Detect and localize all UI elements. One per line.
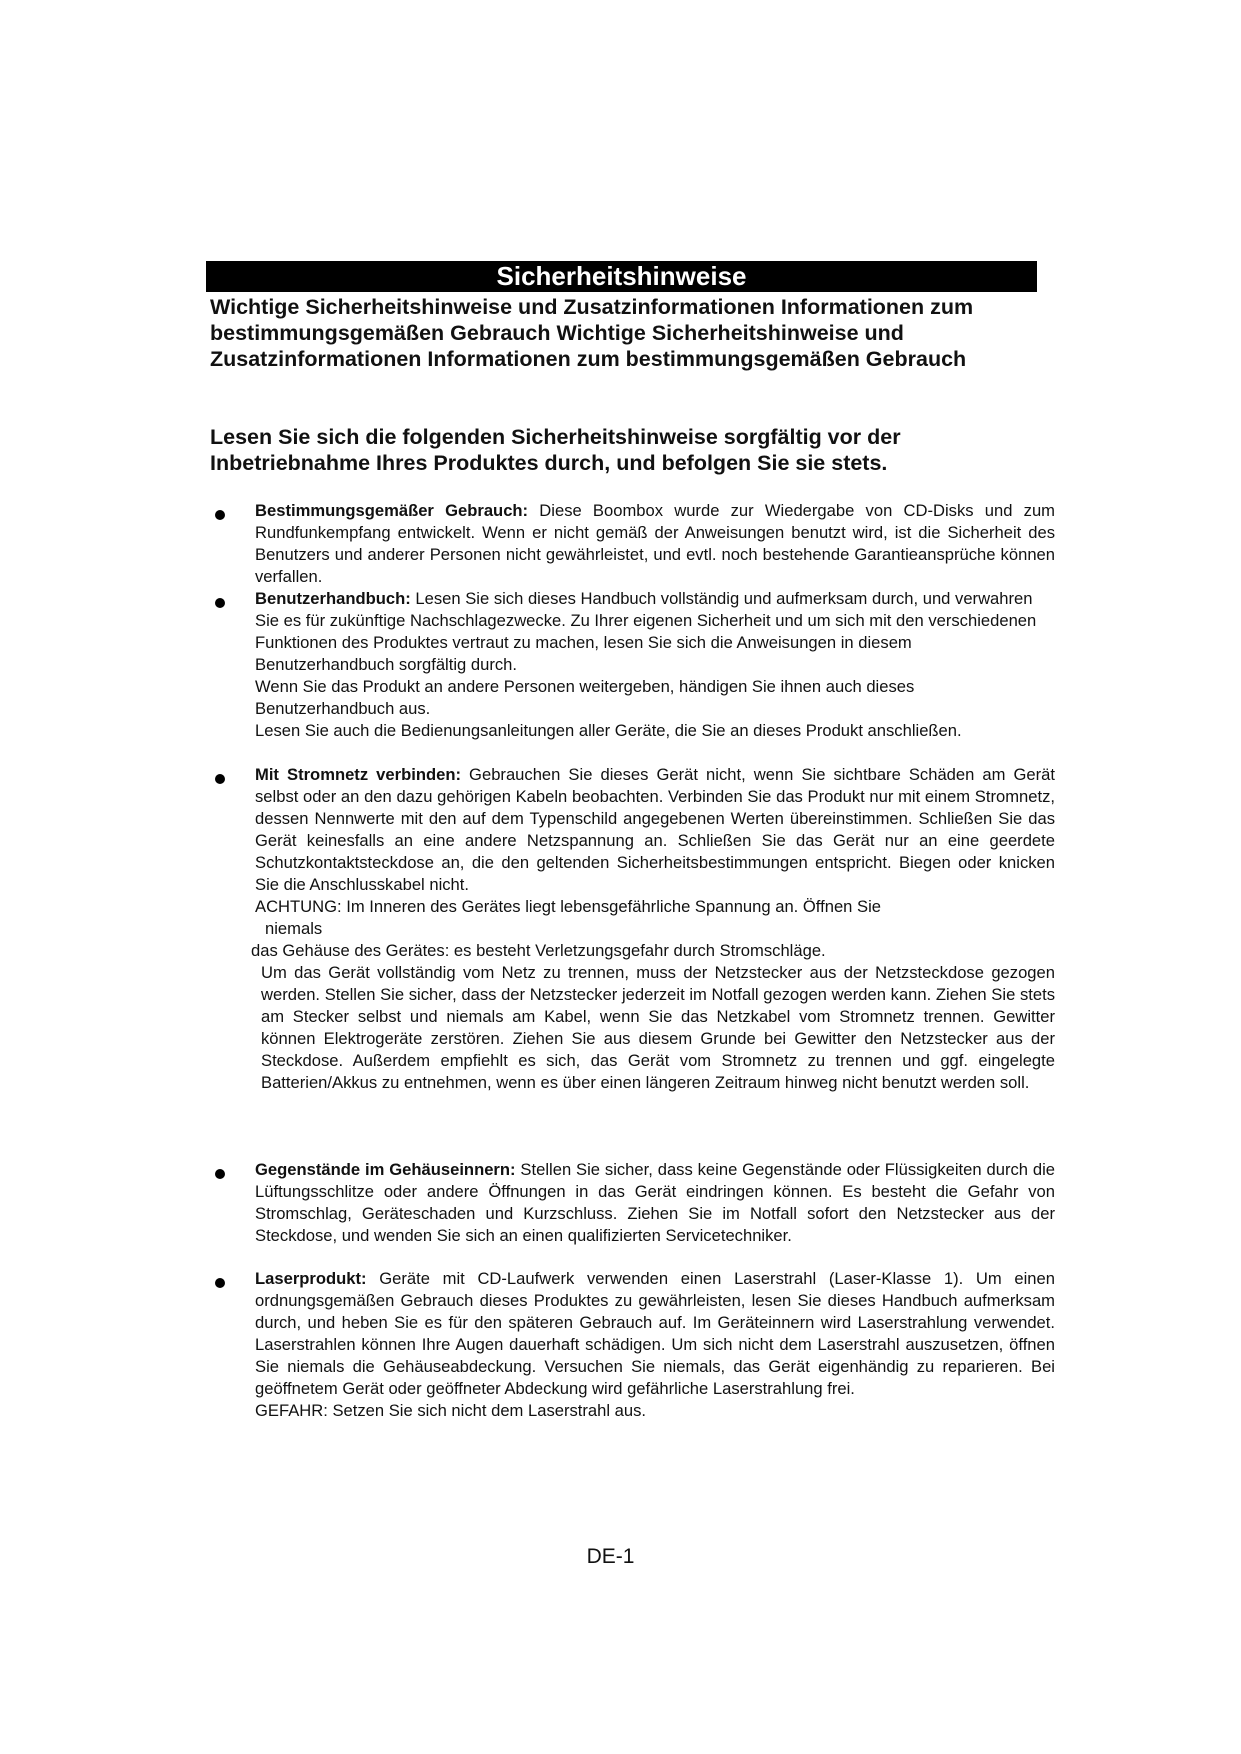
bullet-icon <box>215 510 225 520</box>
warning-text: ACHTUNG: Im Inneren des Gerätes liegt lebensgefährliche Spannung an. Öffnen Sie <box>255 897 882 916</box>
item-lead: Benutzerhandbuch: <box>255 589 411 608</box>
list-item-power-connection <box>251 764 1056 1094</box>
item-paragraph: Lesen Sie auch die Bedienungsanleitungen aller Geräte, die Sie an dieses Produkt anschließen. <box>255 721 962 740</box>
page-number: DE-1 <box>586 1545 635 1568</box>
item-lead: Laserprodukt: <box>255 1269 367 1288</box>
danger-text: GEFAHR: Setzen Sie sich nicht dem Laserstrahl aus. <box>255 1401 647 1420</box>
item-text: Gebrauchen Sie dieses Gerät nicht, wenn Sie sichtbare Schäden am Gerät selbst oder an den dazu gehörigen Kabeln beobachten. Verbinden Sie das Produkt nur mit einem Stromnetz, dessen Nennwerte mit den auf dem Typenschild angegebenen Werten übereinstimmen. Schließen Sie das Gerät keinesfalls an eine andere Netzspannung an. Schließen Sie das Gerät nur an eine geerdete Schutzkontaktsteckdose an, die den geltenden Sicherheitsbestimmungen entspricht. Biegen oder knicken Sie die Anschlusskabel nicht. <box>255 765 1056 894</box>
list-item-laser-product <box>255 1268 1055 1422</box>
section-title-bar <box>206 261 1037 292</box>
item-lead: Bestimmungsgemäßer Gebrauch: <box>255 501 529 520</box>
intro-heading: Wichtige Sicherheitshinweise und Zusatzinformationen Informationen zum bestimmungsgemäßen Gebrauch Wichtige Sicherheitshinweise und Zusatzinformationen Informationen zum bestimmungsgemäßen Gebrauch <box>210 295 974 371</box>
bullet-icon <box>215 774 225 784</box>
item-text: Stellen Sie sicher, dass keine Gegenstände oder Flüssigkeiten durch die Lüftungsschlitze oder andere Öffnungen in das Gerät eindringen können. Es besteht die Gefahr von Stromschlag, Geräteschaden und Kurzschluss. Ziehen Sie im Notfall sofort den Netzstecker aus der Steckdose, und wenden Sie sich an einen qualifizierten Servicetechniker. <box>255 1160 1056 1245</box>
item-paragraph: Wenn Sie das Produkt an andere Personen weitergeben, händigen Sie ihnen auch dieses Benutzerhandbuch aus. <box>255 677 915 718</box>
item-paragraph: Um das Gerät vollständig vom Netz zu trennen, muss der Netzstecker aus der Netzsteckdose gezogen werden. Stellen Sie sicher, dass der Netzstecker jederzeit im Notfall gezogen werden kann. Ziehen Sie stets am Stecker selbst und niemals am Kabel, wenn Sie das Netzkabel vom Stromnetz trennen. Gewitter können Elektrogeräte zerstören. Ziehen Sie aus diesem Grunde bei Gewitter den Netzstecker aus der Steckdose. Außerdem empfiehlt es sich, das Gerät vom Stromnetz zu trennen und ggf. eingelegte Batterien/Akkus zu entnehmen, wenn es über einen längeren Zeitraum hinweg nicht benutzt werden soll. <box>261 963 1055 1092</box>
list-item-user-manual <box>255 588 1055 742</box>
item-lead: Gegenstände im Gehäuseinnern: <box>255 1160 516 1179</box>
bullet-icon <box>215 1169 225 1179</box>
read-instructions-heading: Lesen Sie sich die folgenden Sicherheitshinweise sorgfältig vor der Inbetriebnahme Ihres Produktes durch, und befolgen Sie sie stets. <box>210 425 901 475</box>
item-lead: Mit Stromnetz verbinden: <box>255 765 462 784</box>
warning-text-continued: niemals <box>265 919 323 938</box>
section-title: Sicherheitshinweise <box>496 261 747 291</box>
list-item-intended-use <box>255 500 1055 588</box>
warning-text-continued: das Gehäuse des Gerätes: es besteht Verletzungsgefahr durch Stromschläge. <box>251 941 826 960</box>
item-text: Diese Boombox wurde zur Wiedergabe von CD-Disks und zum Rundfunkempfang entwickelt. Wenn er nicht gemäß der Anweisungen benutzt wird, ist die Sicherheit des Benutzers und anderer Personen nicht gewährleistet, und evtl. noch bestehende Garantieansprüche können verfallen. <box>255 501 1055 586</box>
bullet-icon <box>215 598 225 608</box>
bullet-icon <box>215 1278 225 1288</box>
item-text: Geräte mit CD-Laufwerk verwenden einen Laserstrahl (Laser-Klasse 1). Um einen ordnungsgemäßen Gebrauch dieses Produktes zu gewährleisten, lesen Sie dieses Handbuch aufmerksam durch, und heben Sie es für den späteren Gebrauch auf. Im Geräteinnern wird Laserstrahlung verwendet. Laserstrahlen können Ihre Augen dauerhaft schädigen. Um sich nicht dem Laserstrahl auszusetzen, öffnen Sie niemals die Gehäuseabdeckung. Versuchen Sie niemals, das Gerät eigenhändig zu reparieren. Bei geöffnetem Gerät oder geöffneter Abdeckung wird gefährliche Laserstrahlung frei. <box>255 1269 1055 1398</box>
item-text: Lesen Sie sich dieses Handbuch vollständig und aufmerksam durch, und verwahren Sie es für zukünftige Nachschlagezwecke. Zu Ihrer eigenen Sicherheit und um sich mit den verschiedenen Funktionen des Produktes vertraut zu machen, lesen Sie sich die Anweisungen in diesem Benutzerhandbuch sorgfältig durch. <box>255 589 1037 674</box>
list-item-foreign-objects <box>255 1159 1055 1247</box>
